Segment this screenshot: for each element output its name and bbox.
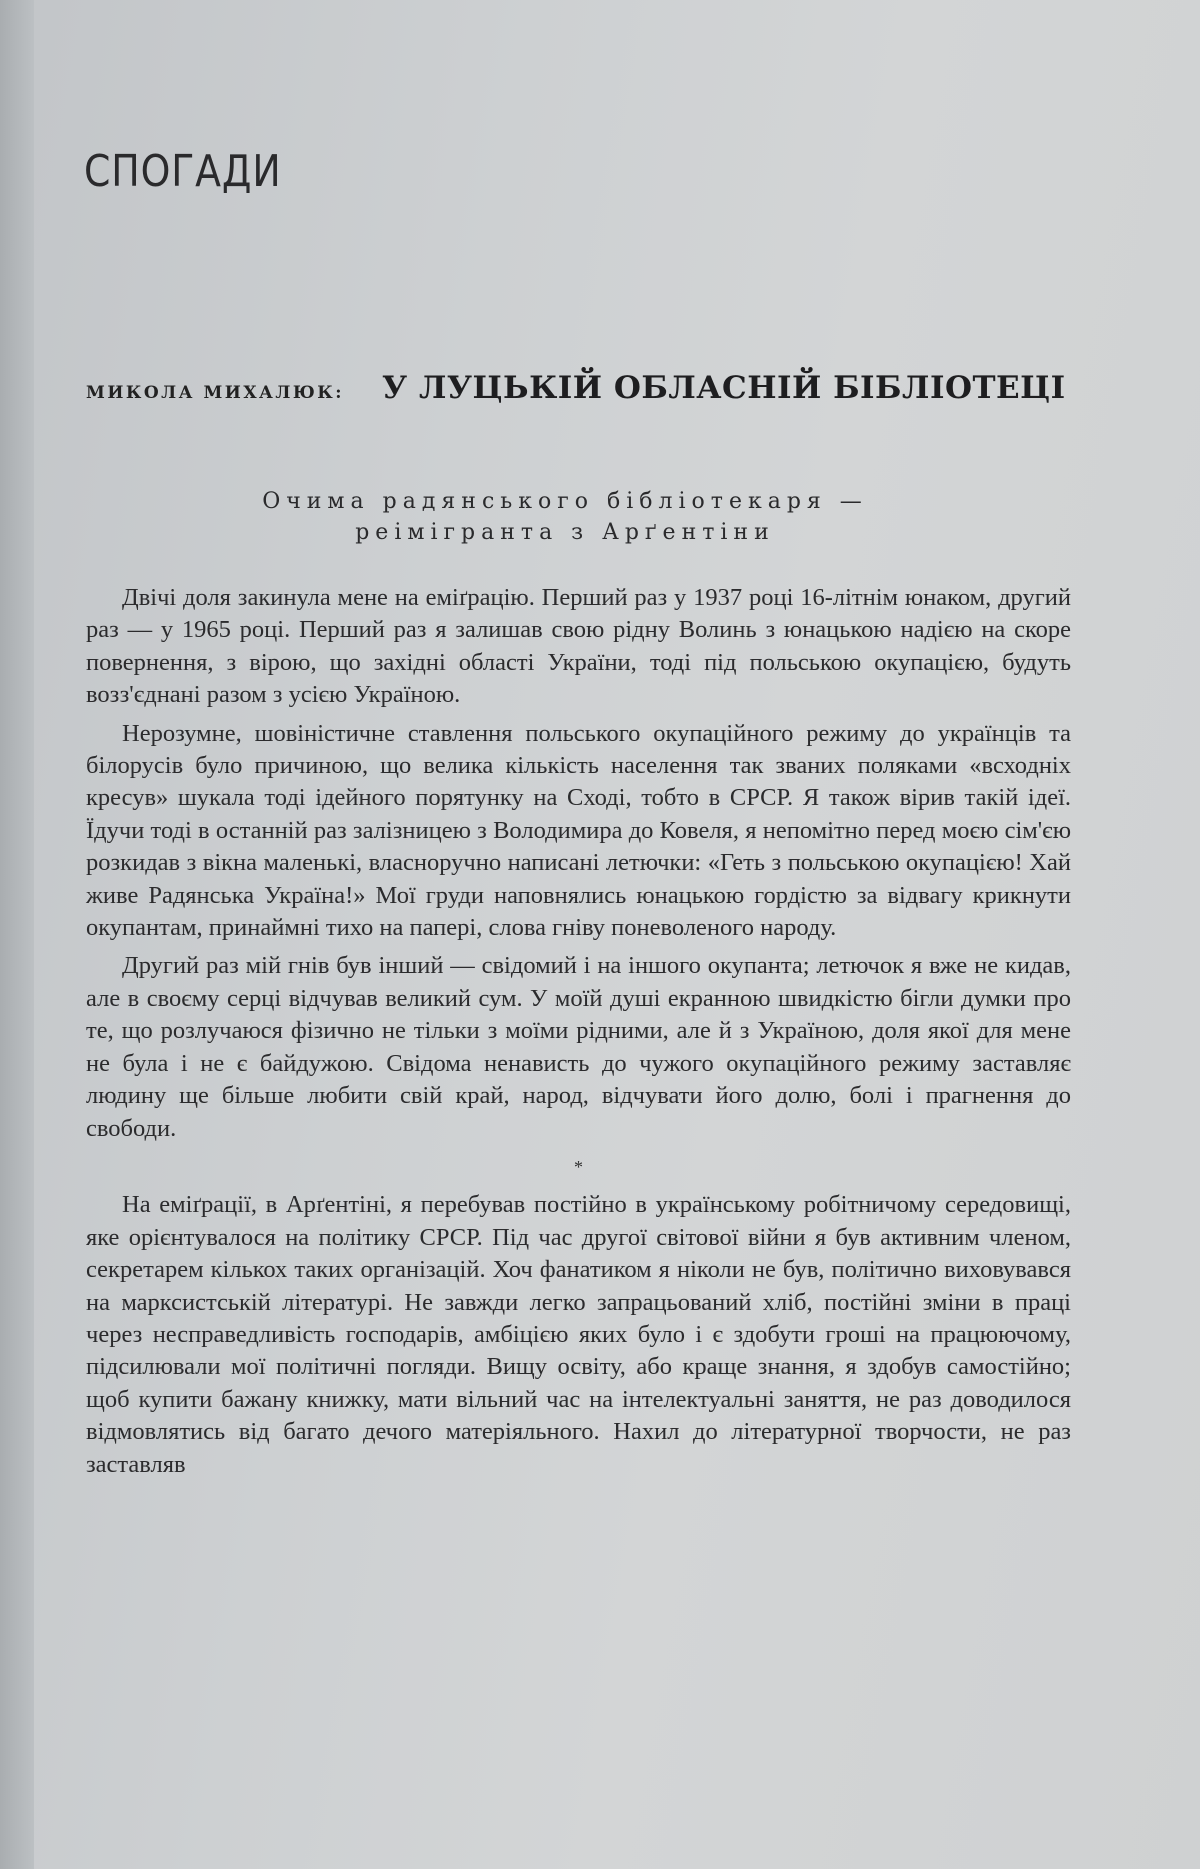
section-divider: * bbox=[574, 1156, 583, 1177]
subtitle-line-1: Очима радянського бібліотекаря — bbox=[262, 489, 868, 514]
article-subtitle bbox=[90, 486, 1040, 548]
paragraph-1: Двічі доля закинула мене на еміґрацію. Перший раз у 1937 році 16-літнім юнаком, другий раз — у 1965 році. Перший раз я залишав свою рідну Волинь з юнацькою надією на скоре повернення, з вірою, що західні області України, тоді під польською окупацією, будуть возз'єднані разом з усією Україною. bbox=[86, 584, 1071, 709]
paragraph-4: На еміґрації, в Арґентіні, я перебував постійно в українському робітничому середовищі, яке орієнтувалося на політику СРСР. Під час другої світової війни я був активним членом, секретарем кількох таких організацій. Хоч фанатиком я ніколи не був, політично виховувався на марксистській літературі. Не завжди легко запрацьований хліб, постійні зміни в праці через несправедливість господарів, амбіцією яких було і є здобути гроші на працюючому, підсилювали мої політичні погляди. Вищу освіту, або краще знання, я здобув самостійно; щоб купити бажану книжку, мати вільний час на інтелектуальні заняття, не раз доводилося відмовлятись від багато дечого матеріяльного. Нахил до літературної творчости, не раз заставляв bbox=[86, 1191, 1071, 1478]
article-body bbox=[86, 582, 1071, 1487]
article-author: МИКОЛА МИХАЛЮК: bbox=[86, 383, 345, 403]
article-title: У ЛУЦЬКІЙ ОБЛАСНІЙ БІБЛІОТЕЦІ bbox=[382, 370, 1066, 406]
paragraph-2: Нерозумне, шовіністичне ставлення польського окупаційного режиму до українців та білорусів було причиною, що велика кількість населення так званих поляками «всходніх кресув» шукала тоді ідейного порятунку на Сході, тобто в СРСР. Я також вірив такій ідеї. Їдучи тоді в останній раз залізницею з Володимира до Ковеля, я непомітно перед моєю сім'єю розкидав з вікна маленькі, власноручно написані летючки: «Геть з польською окупацією! Хай живе Радянська Україна!» Мої груди наповнялись юнацькою гордістю за відвагу крикнути окупантам, принаймні тихо на папері, слова гніву поневоленого народу. bbox=[86, 719, 1071, 942]
page-binding-shadow bbox=[0, 0, 34, 1869]
article-header bbox=[86, 370, 1086, 406]
paragraph-3: Другий раз мій гнів був інший — свідомий і на іншого окупанта; летючок я вже не кидав, але в своєму серці відчував великий сум. У моїй душі екранною швидкістю бігли думки про те, що розлучаюся фізично не тільки з моїми рідними, але й з Україною, доля якої для мене не була і не є байдужою. Свідома ненависть до чужого окупаційного режиму заставляє людину ще більше любити свій край, народ, відчувати його долю, болі і прагнення до свободи. bbox=[86, 952, 1071, 1142]
section-title: СПОГАДИ bbox=[84, 146, 282, 197]
subtitle-line-2: реімігранта з Арґентіни bbox=[355, 520, 775, 545]
